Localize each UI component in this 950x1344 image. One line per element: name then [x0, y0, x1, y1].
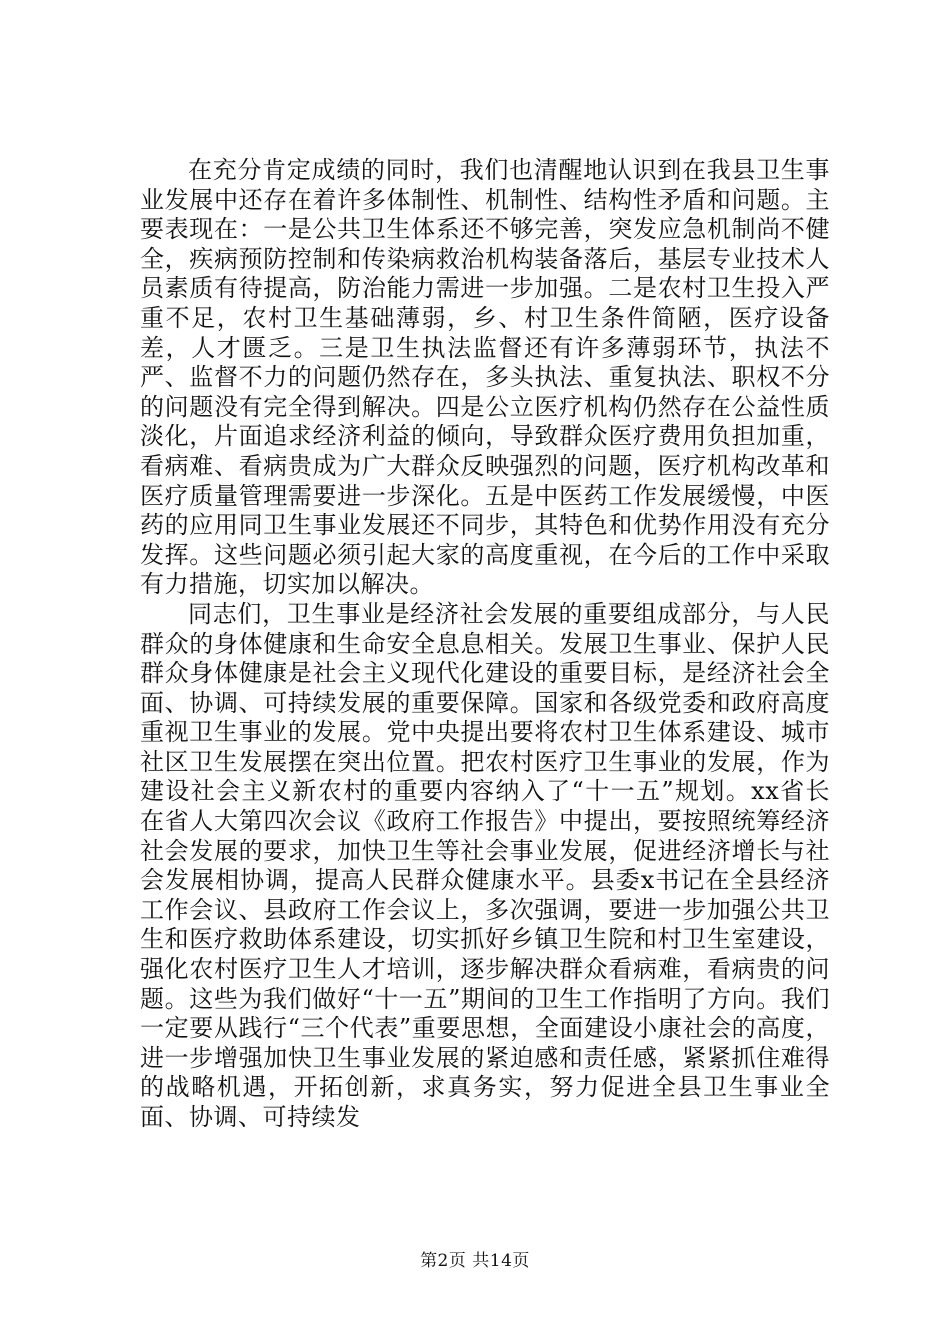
page-footer: 第2页 共14页: [420, 1251, 530, 1271]
document-body: [140, 156, 830, 1133]
paragraph-1: 在充分肯定成绩的同时，我们也清醒地认识到在我县卫生事业发展中还存在着许多体制性、机制性、结构性矛盾和问题。主要表现在：一是公共卫生体系还不够完善，突发应急机制尚不健全，疾病预防控制和传染病救治机构装备落后，基层专业技术人员素质有待提高，防治能力需进一步加强。二是农村卫生投入严重不足，农村卫生基础薄弱，乡、村卫生条件简陋，医疗设备差，人才匮乏。三是卫生执法监督还有许多薄弱环节，执法不严、监督不力的问题仍然存在，多头执法、重复执法、职权不分的问题没有完全得到解决。四是公立医疗机构仍然存在公益性质淡化，片面追求经济利益的倾向，导致群众医疗费用负担加重，看病难、看病贵成为广大群众反映强烈的问题，医疗机构改革和医疗质量管理需要进一步深化。五是中医药工作发展缓慢，中医药的应用同卫生事业发展还不同步，其特色和优势作用没有充分发挥。这些问题必须引起大家的高度重视，在今后的工作中采取有力措施，切实加以解决。: [140, 156, 830, 599]
paragraph-2: 同志们，卫生事业是经济社会发展的重要组成部分，与人民群众的身体健康和生命安全息息相关。发展卫生事业、保护人民群众身体健康是社会主义现代化建设的重要目标，是经济社会全面、协调、可持续发展的重要保障。国家和各级党委和政府高度重视卫生事业的发展。党中央提出要将农村卫生体系建设、城市社区卫生发展摆在突出位置。把农村医疗卫生事业的发展，作为建设社会主义新农村的重要内容纳入了“十一五”规划。xx省长在省人大第四次会议《政府工作报告》中提出，要按照统筹经济社会发展的要求，加快卫生等社会事业发展，促进经济增长与社会发展相协调，提高人民群众健康水平。县委x书记在全县经济工作会议、县政府工作会议上，多次强调，要进一步加强公共卫生和医疗救助体系建设，切实抓好乡镇卫生院和村卫生室建设，强化农村医疗卫生人才培训，逐步解决群众看病难，看病贵的问题。这些为我们做好“十一五”期间的卫生工作指明了方向。我们一定要从践行“三个代表”重要思想，全面建设小康社会的高度，进一步增强加快卫生事业发展的紧迫感和责任感，紧紧抓住难得的战略机遇，开拓创新，求真务实，努力促进全县卫生事业全面、协调、可持续发: [140, 599, 830, 1131]
